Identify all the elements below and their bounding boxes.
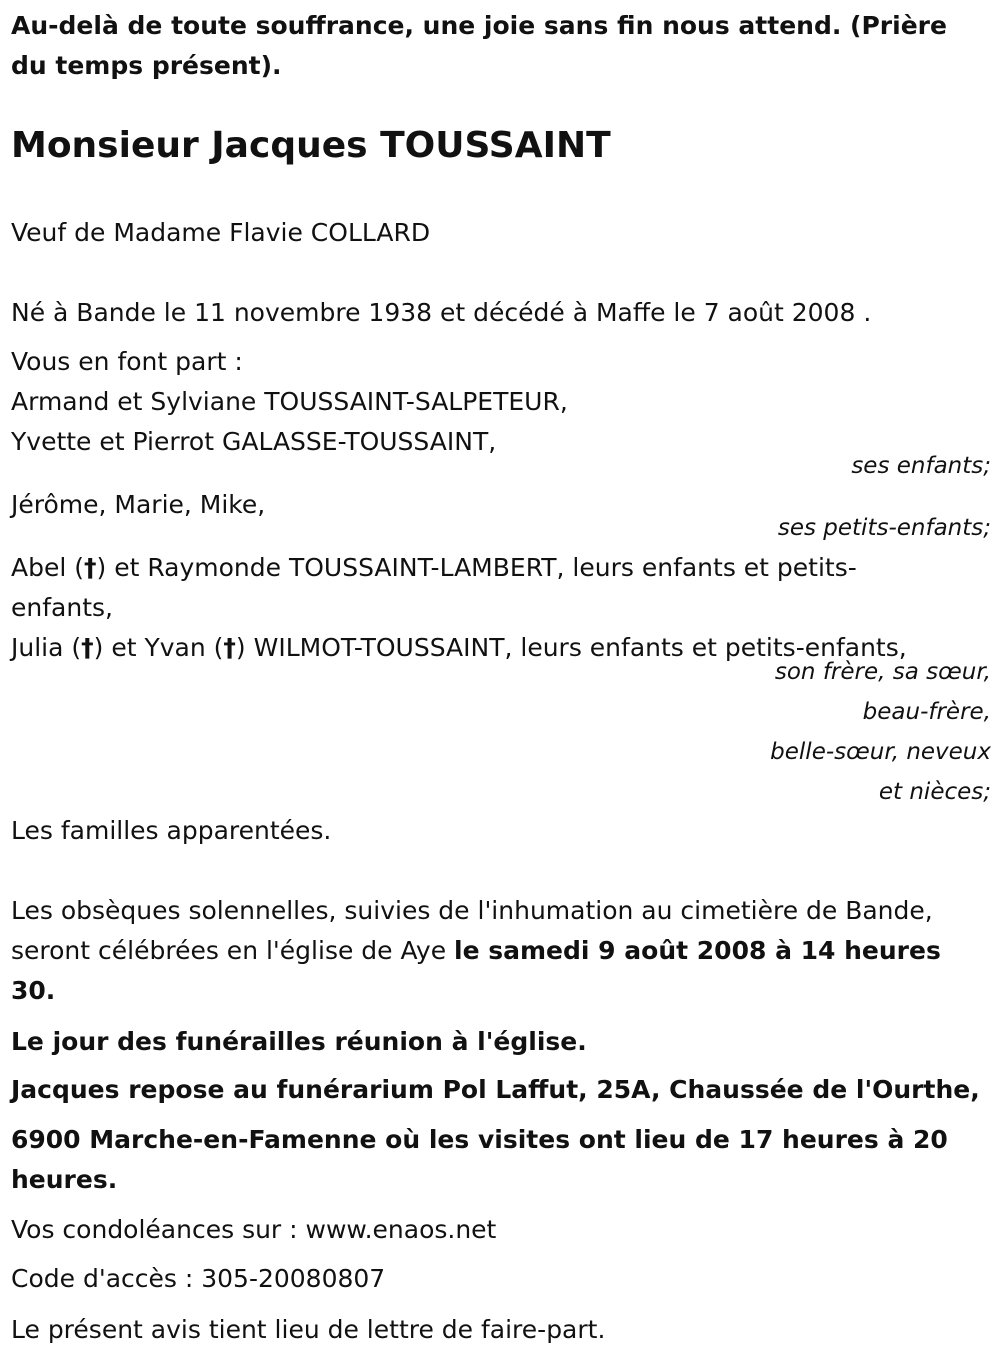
grandchildren: Jérôme, Marie, Mike,	[11, 490, 266, 519]
birth-death: Né à Bande le 11 novembre 1938 et décédé à Maffe le 7 août 2008 .	[11, 298, 872, 327]
sibling-1	[11, 553, 857, 583]
sibling-1-name: Abel (	[11, 553, 84, 582]
child-1: Armand et Sylviane TOUSSAINT-SALPETEUR,	[11, 387, 568, 416]
cross-icon: †	[223, 633, 236, 662]
access-code: Code d'accès : 305-20080807	[11, 1264, 386, 1293]
funeral-info	[11, 891, 986, 1011]
sibling-1-cont: enfants,	[11, 593, 113, 622]
widow-of: Veuf de Madame Flavie COLLARD	[11, 218, 431, 247]
funeral-text: Les obsèques solennelles, suivies de l'inhumation au cimetière de Bande, seront célébrées en l'église de Aye	[11, 896, 933, 965]
funeral-date: le samedi 9 août 2008 à 14 heures 30.	[11, 936, 941, 1005]
cross-icon: †	[81, 633, 94, 662]
sibling-1-rest: ) et Raymonde TOUSSAINT-LAMBERT, leurs enfants et petits-	[96, 553, 857, 582]
condolences: Vos condoléances sur : www.enaos.net	[11, 1215, 497, 1244]
announce: Vous en font part :	[11, 347, 243, 376]
sibling-2	[11, 633, 907, 663]
children-role: ses enfants;	[851, 453, 991, 479]
families: Les familles apparentées.	[11, 816, 332, 845]
page-title: Monsieur Jacques TOUSSAINT	[11, 125, 611, 166]
siblings-role-1: son frère, sa sœur,	[774, 659, 991, 685]
siblings-role-4: et nièces;	[878, 779, 991, 805]
rest-place-2: 6900 Marche-en-Famenne où les visites ont lieu de 17 heures à 20 heures.	[11, 1125, 948, 1194]
quote: Au-delà de toute souffrance, une joie sans fin nous attend. (Prière du temps présent).	[11, 11, 947, 80]
siblings-role-3: belle-sœur, neveux	[770, 739, 991, 765]
cross-icon: †	[84, 553, 97, 582]
obituary-notice	[11, 0, 991, 1364]
sibling-2-mid: ) et Yvan (	[93, 633, 224, 662]
child-2: Yvette et Pierrot GALASSE-TOUSSAINT,	[11, 427, 497, 456]
notice: Le présent avis tient lieu de lettre de faire-part.	[11, 1315, 606, 1344]
meeting: Le jour des funérailles réunion à l'église.	[11, 1027, 587, 1056]
grandchildren-role: ses petits-enfants;	[777, 515, 991, 541]
siblings-role-2: beau-frère,	[862, 699, 991, 725]
rest-place-1: Jacques repose au funérarium Pol Laffut, 25A, Chaussée de l'Ourthe,	[11, 1075, 980, 1104]
sibling-2-name: Julia (	[11, 633, 82, 662]
sibling-2-rest: ) WILMOT-TOUSSAINT, leurs enfants et petits-enfants,	[235, 633, 907, 662]
